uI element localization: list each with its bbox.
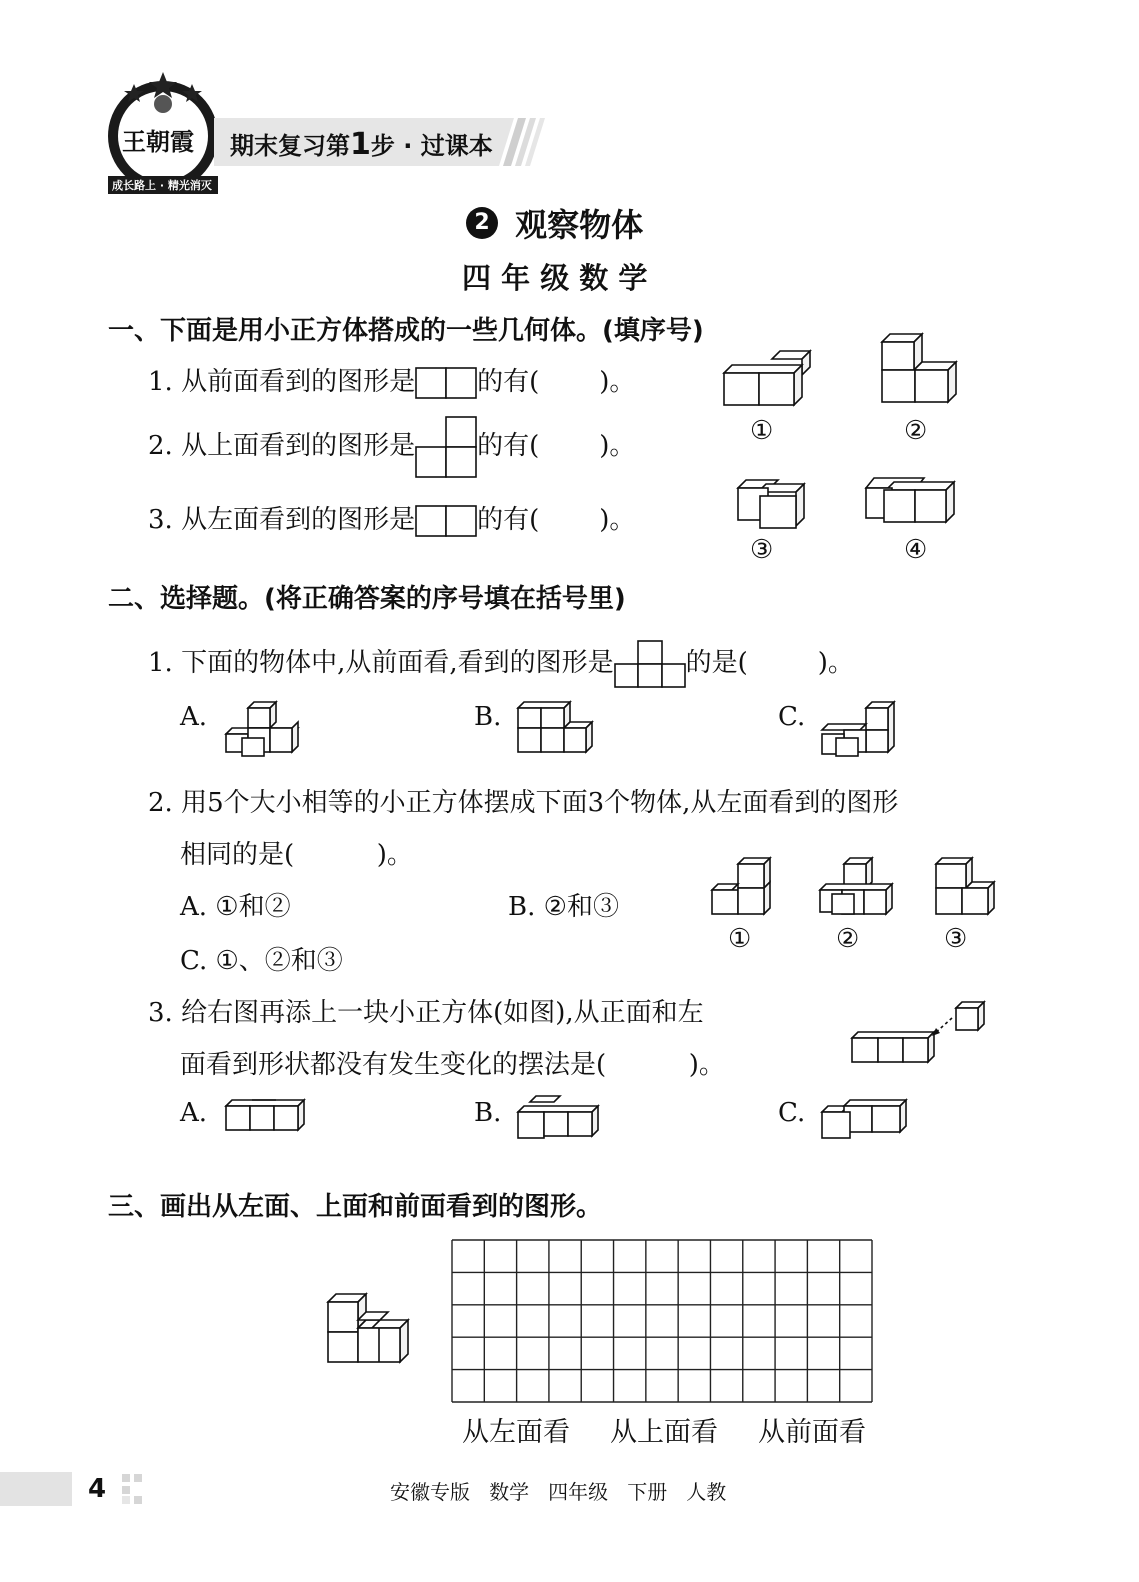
page-title: [466, 200, 643, 246]
banner: [214, 118, 554, 166]
grid-label-left: 从左面看: [462, 1417, 570, 1448]
banner-suffix: 步 · 过课本: [370, 132, 493, 160]
s2-q2-figure-2: [816, 856, 896, 918]
s2-q2-option-b: B. ②和③: [508, 892, 619, 922]
s2-question-1: [148, 640, 854, 688]
s1-figure-4: [862, 474, 958, 526]
drawing-grid[interactable]: [450, 1238, 874, 1404]
s2-q1-text: 1. 下面的物体中,从前面看,看到的图形是: [148, 648, 614, 678]
s1-question-3: [148, 499, 635, 537]
s1-figure-label-3: ③: [750, 535, 774, 565]
section2-heading: 二、选择题。(将正确答案的序号填在括号里): [108, 584, 626, 614]
s1-q2-text: 2. 从上面看到的图形是: [148, 431, 416, 461]
s2-q3-option-a-label: A.: [180, 1098, 208, 1128]
s2-q3-line-1: 3. 给右图再添上一块小正方体(如图),从正面和左: [148, 998, 704, 1028]
left-view-shape-icon: [415, 505, 477, 537]
grid-label-front: 从前面看: [758, 1417, 866, 1448]
logo-name: 王朝霞: [122, 128, 194, 156]
s1-figure-2: [878, 330, 960, 404]
s2-q1-option-a-label: A.: [180, 702, 208, 732]
s2-q2-figure-1: [708, 856, 780, 918]
s2-q3-option-a-figure: [222, 1096, 308, 1136]
s2-q1-option-c-label: C.: [778, 702, 806, 732]
s1-figure-1: [720, 345, 812, 407]
s1-q3-close: )。: [599, 505, 636, 535]
s2-q2-option-a: A. ①和②: [180, 892, 291, 922]
s2-q1-option-a-figure: [222, 700, 304, 758]
s1-q3-text: 3. 从左面看到的图形是: [148, 505, 416, 535]
s2-q1-option-c-figure: [818, 700, 898, 758]
s2-q2-line-2: 相同的是( )。: [180, 840, 413, 870]
s2-q3-option-b-label: B.: [474, 1098, 502, 1128]
s1-question-2: [148, 416, 635, 478]
banner-prefix: 期末复习第: [230, 132, 350, 160]
s1-q1-text: 1. 从前面看到的图形是: [148, 367, 416, 397]
section1-heading: 一、下面是用小正方体搭成的一些几何体。(填序号): [108, 316, 704, 346]
s1-figure-label-4: ④: [904, 535, 928, 565]
s2-q3-option-b-figure: [514, 1094, 602, 1142]
s1-figure-label-2: ②: [904, 416, 928, 446]
s2-q3-reference-figure: [848, 998, 990, 1068]
front-view-t-shape-icon: [614, 640, 686, 688]
s3-solid-figure: [324, 1290, 414, 1366]
s2-q2-figure-label-3: ③: [944, 924, 968, 954]
s1-q2-open: 的有(: [477, 431, 540, 461]
s1-q1-open: 的有(: [477, 367, 540, 397]
page-tab-decor-icon: [0, 1472, 150, 1506]
s2-q2-figure-label-2: ②: [836, 924, 860, 954]
page-subtitle: 四 年 级 数 学: [462, 261, 648, 295]
s2-q2-figure-label-1: ①: [728, 924, 752, 954]
footer-page-tab: [0, 1472, 150, 1506]
top-view-shape-icon: [415, 416, 477, 478]
s2-q1-close: )。: [817, 648, 854, 678]
logo-badge: [104, 70, 222, 198]
page-number: 4: [88, 1474, 107, 1504]
s2-q2-figure-3: [932, 856, 998, 918]
s2-q2-option-c: C. ①、②和③: [180, 946, 343, 976]
title-number-badge: 2: [466, 207, 498, 239]
s1-figure-label-1: ①: [750, 416, 774, 446]
s2-q3-option-c-figure: [818, 1094, 910, 1142]
s1-question-1: [148, 361, 635, 399]
s2-q1-option-b-figure: [516, 700, 596, 754]
logo-tagline: 成长路上 · 精光消灭: [112, 179, 212, 192]
s1-figure-3: [734, 474, 808, 532]
s2-q2-line-1: 2. 用5个大小相等的小正方体摆成下面3个物体,从左面看到的图形: [148, 788, 899, 818]
s1-q2-close: )。: [599, 431, 636, 461]
front-view-shape-icon: [415, 367, 477, 399]
s1-q3-open: 的有(: [477, 505, 540, 535]
title-text: 观察物体: [515, 206, 644, 244]
s2-q3-option-c-label: C.: [778, 1098, 806, 1128]
s2-q1-option-b-label: B.: [474, 702, 502, 732]
banner-number: 1: [350, 127, 371, 162]
footer-info: 安徽专版 数学 四年级 下册 人教: [390, 1480, 727, 1504]
s1-q1-close: )。: [599, 367, 636, 397]
s2-q3-line-2: 面看到形状都没有发生变化的摆法是( )。: [180, 1050, 725, 1080]
grid-label-top: 从上面看: [610, 1417, 718, 1448]
section3-heading: 三、画出从左面、上面和前面看到的图形。: [108, 1192, 603, 1222]
s2-q1-open: 的是(: [685, 648, 748, 678]
